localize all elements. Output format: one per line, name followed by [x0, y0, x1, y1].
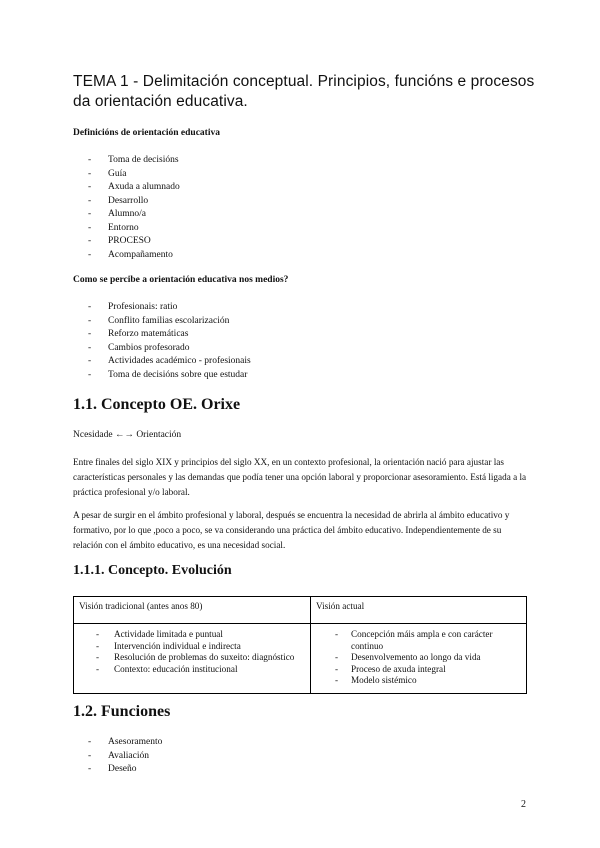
list-item: - Asesoramento	[88, 736, 162, 750]
definitions-heading: Definicións de orientación educativa	[73, 128, 220, 138]
list-item: - Modelo sistémico	[315, 675, 522, 687]
list-item: - Entorno	[88, 222, 180, 236]
functions-list	[88, 736, 162, 777]
list-item: - Toma de decisións	[88, 154, 180, 168]
list-item: - Contexto: educación institucional	[78, 664, 306, 676]
list-item: - Profesionais: ratio	[88, 301, 251, 315]
paragraph-origin: Entre finales del siglo XIX y principios del siglo XX, en un contexto profesional, la orientación nació para ajustar las características personales y las demandas que podía tener una opción laboral y proporcionar asesoramiento. Está ligada a la práctica profesional y/o laboral.	[73, 457, 527, 497]
list-item: - Actividade limitada e puntual	[78, 629, 306, 641]
list-item: - Guía	[88, 168, 180, 182]
section-heading-1-1-1: 1.1.1. Concepto. Evolución	[73, 563, 232, 578]
list-item: - Alumno/a	[88, 208, 180, 222]
section-heading-1-1: 1.1. Concepto OE. Orixe	[73, 396, 241, 413]
list-item: - PROCESO	[88, 235, 180, 249]
list-item: - Axuda a alumnado	[88, 181, 180, 195]
list-item: - Desarrollo	[88, 195, 180, 209]
list-item: - Toma de decisións sobre que estudar	[88, 369, 251, 383]
media-list	[88, 301, 251, 382]
list-item: - Desenvolvemento ao longo da vida	[315, 652, 522, 664]
list-item: - Reforzo matemáticas	[88, 328, 251, 342]
page-number: 2	[521, 799, 526, 810]
list-item: - Concepción máis ampla e con carácter continuo	[315, 629, 522, 652]
section-heading-1-2: 1.2. Funciones	[73, 703, 171, 720]
list-item: - Proceso de axuda integral	[315, 664, 522, 676]
comparison-table	[73, 596, 527, 694]
definitions-list	[88, 154, 180, 262]
list-item: - Deseño	[88, 763, 162, 777]
list-item: - Actividades académico - profesionais	[88, 355, 251, 369]
table-cell-current	[311, 624, 527, 694]
paragraph-education: A pesar de surgir en el ámbito profesional y laboral, después se encuentra la necesidad de abrirla al ámbito educativo y formativo, por lo que ,poco a poco, se va considerando una práctica del ámbito educativo. Independientemente de su relación con el ámbito educativo, es una necesidad social.	[73, 510, 510, 550]
page-title: TEMA 1 - Delimitación conceptual. Principios, funcións e procesos da orientación educativa.	[73, 73, 535, 110]
table-header-current: Visión actual	[311, 597, 527, 624]
list-item: - Cambios profesorado	[88, 342, 251, 356]
need-line: Ncesidade ←→ Orientación	[73, 430, 182, 440]
list-item: - Intervención individual e indirecta	[78, 641, 306, 653]
media-heading: Como se percibe a orientación educativa nos medios?	[73, 275, 289, 285]
list-item: - Conflito familias escolarización	[88, 315, 251, 329]
list-item: - Avaliación	[88, 750, 162, 764]
list-item: - Acompañamento	[88, 249, 180, 263]
table-header-traditional: Visión tradicional (antes anos 80)	[74, 597, 311, 624]
table-cell-traditional	[74, 624, 311, 694]
list-item: - Resolución de problemas do suxeito: diagnóstico	[78, 652, 306, 664]
